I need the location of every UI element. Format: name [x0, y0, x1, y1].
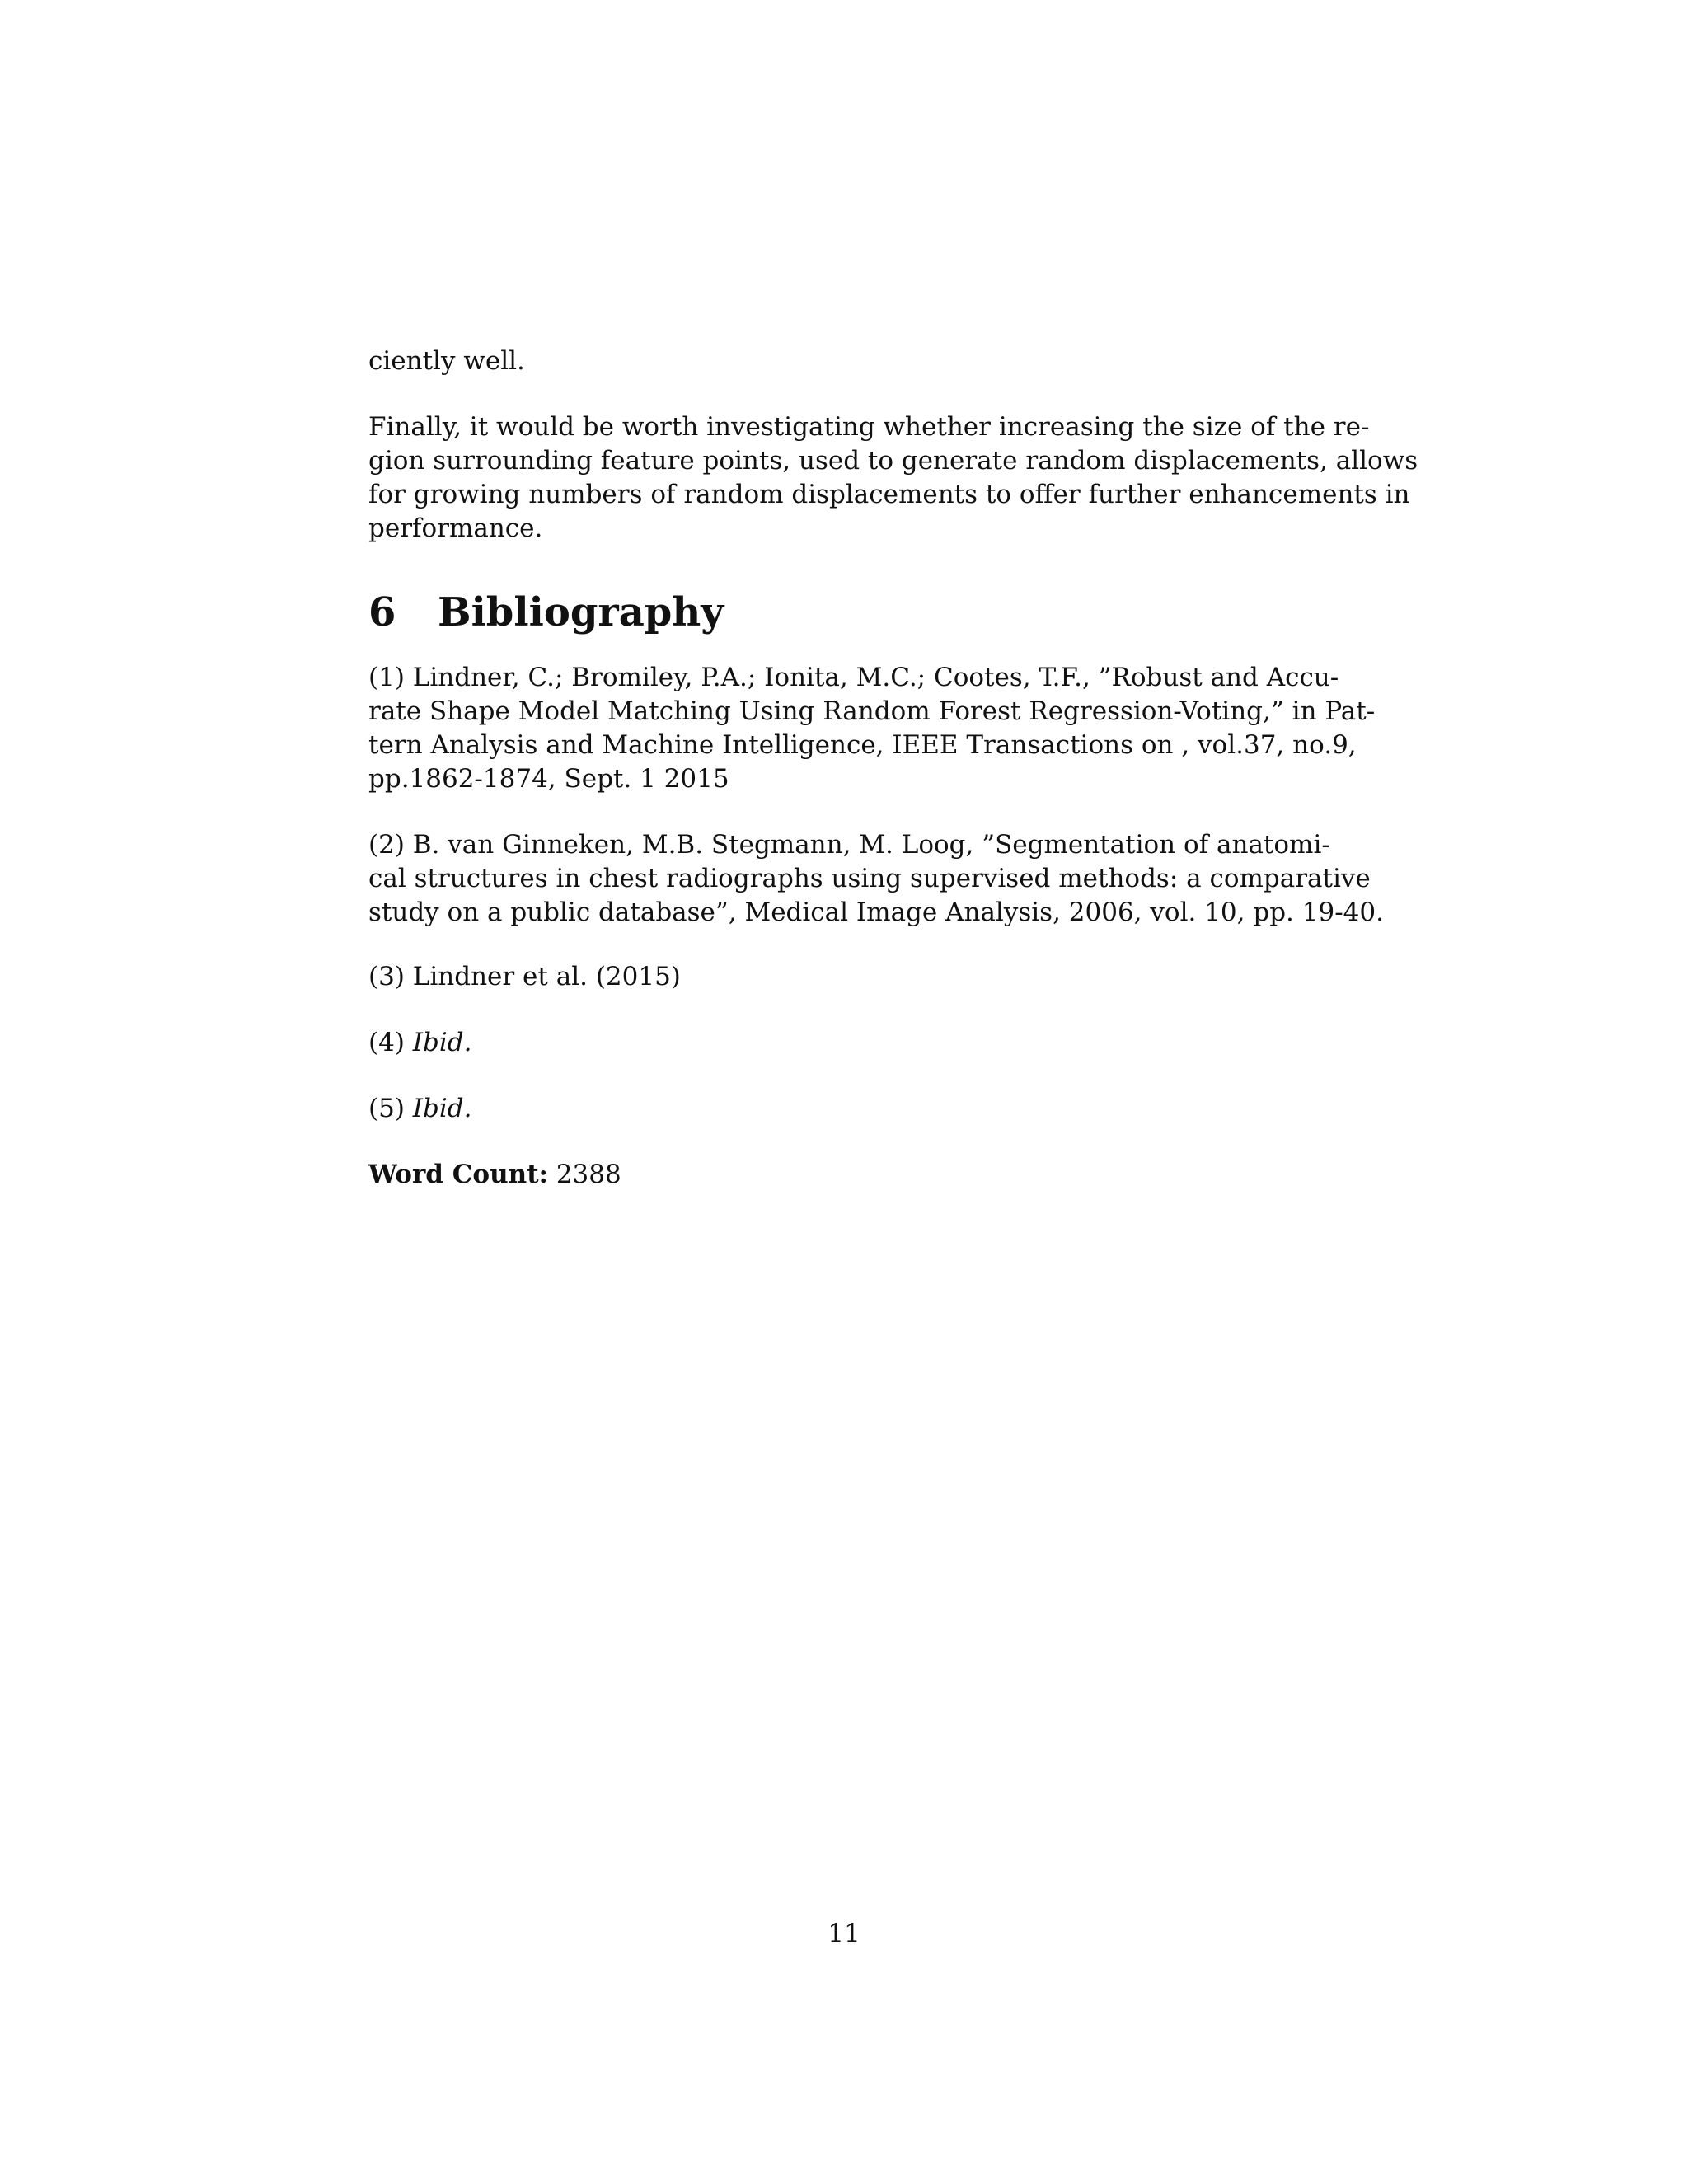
text-line: (1) Lindner, C.; Bromiley, P.A.; Ionita, M.C.; Cootes, T.F., ”Robust and Accu- — [368, 663, 1339, 692]
text-line — [368, 1026, 1320, 1060]
section-title: Bibliography — [438, 589, 724, 635]
reference-4 — [368, 1026, 1320, 1060]
text-line: ciently well. — [368, 346, 525, 376]
reference-prefix: (5) — [368, 1094, 413, 1123]
reference-5 — [368, 1092, 1320, 1126]
text-line: for growing numbers of random displacements to offer further enhancements in — [368, 480, 1410, 509]
reference-1 — [368, 661, 1376, 796]
word-count-label: Word Count: — [368, 1160, 548, 1189]
section-heading — [368, 589, 724, 635]
intro-fragment — [368, 344, 1320, 378]
page-number: 11 — [828, 1919, 860, 1948]
text-line: Finally, it would be worth investigating whether increasing the size of the re- — [368, 412, 1370, 442]
text-line: (3) Lindner et al. (2015) — [368, 962, 681, 991]
closing-paragraph — [368, 410, 1418, 546]
section-number: 6 — [368, 589, 396, 635]
reference-2 — [368, 828, 1384, 930]
text-line: rate Shape Model Matching Using Random Forest Regression-Voting,” in Pat- — [368, 696, 1376, 726]
text-line: pp.1862-1874, Sept. 1 2015 — [368, 764, 729, 794]
word-count-value: 2388 — [556, 1160, 621, 1189]
text-line — [368, 1158, 1320, 1192]
text-line: performance. — [368, 513, 543, 543]
text-line: tern Analysis and Machine Intelligence, IEEE Transactions on , vol.37, no.9, — [368, 730, 1357, 760]
reference-ibid: Ibid. — [412, 1094, 472, 1123]
word-count — [368, 1158, 1320, 1192]
text-line — [368, 1092, 1320, 1126]
text-line: study on a public database”, Medical Image Analysis, 2006, vol. 10, pp. 19-40. — [368, 898, 1384, 927]
reference-prefix: (4) — [368, 1028, 413, 1057]
text-line: (2) B. van Ginneken, M.B. Stegmann, M. Loog, ”Segmentation of anatomi- — [368, 830, 1330, 860]
reference-ibid: Ibid. — [412, 1028, 472, 1057]
reference-3 — [368, 960, 1320, 994]
document-page — [368, 0, 1418, 2184]
text-line: gion surrounding feature points, used to generate random displacements, allows — [368, 446, 1418, 476]
text-line: cal structures in chest radiographs using supervised methods: a comparative — [368, 864, 1371, 893]
